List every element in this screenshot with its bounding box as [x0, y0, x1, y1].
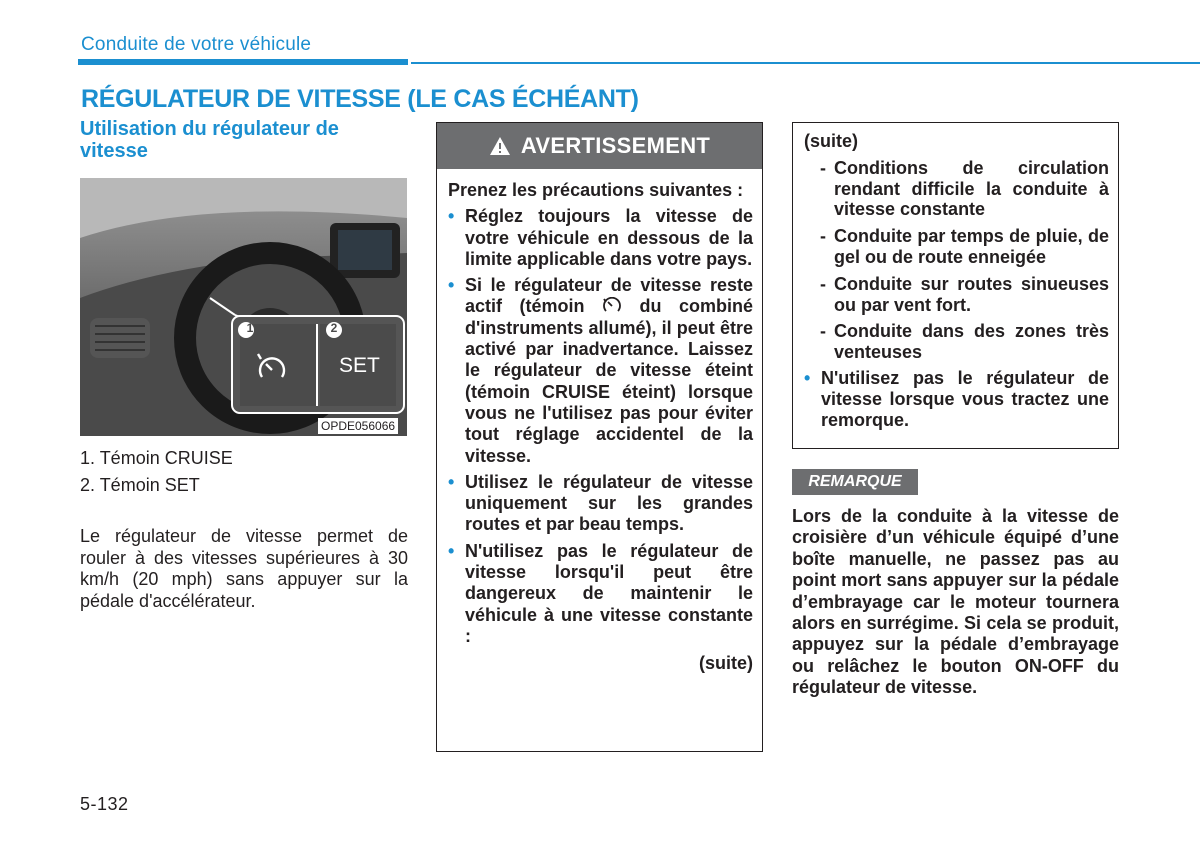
- condition-item: [804, 158, 1109, 220]
- condition-item: [804, 226, 1109, 268]
- warning-bullet: [804, 368, 1109, 430]
- callout-number-2: 2: [330, 321, 338, 335]
- condition-text: Conditions de circulation rendant difficile la conduite à vitesse constante: [834, 157, 1109, 220]
- condition-item: [804, 321, 1109, 363]
- continued-warning-box: [792, 122, 1119, 449]
- warning-intro: Prenez les précautions suivantes :: [448, 180, 744, 200]
- warning-bullet: [448, 541, 753, 647]
- bullet-dot: •: [448, 206, 455, 227]
- bullet-dot: •: [448, 275, 455, 296]
- warning-bullet-text: N'utilisez pas le régulateur de vitesse lorsqu'il peut être dangereux de maintenir le véhicule à une vitesse constante :: [465, 540, 753, 646]
- cruise-indicator-icon: [602, 297, 622, 315]
- warning-body: [448, 180, 753, 675]
- bullet-dot: •: [448, 471, 455, 492]
- dash-marker: -: [820, 321, 826, 342]
- dash-marker: -: [820, 157, 826, 178]
- set-indicator-label: SET: [339, 354, 380, 377]
- continued-marker: (suite): [699, 653, 753, 674]
- warning-triangle-icon: [489, 136, 511, 156]
- caption-set: 2. Témoin SET: [80, 475, 200, 495]
- section-title: RÉGULATEUR DE VITESSE (LE CAS ÉCHÉANT): [81, 85, 639, 113]
- page-number: 5-132: [80, 794, 129, 814]
- warning-bullet: [448, 206, 753, 270]
- subsection-title: Utilisation du régulateur de vitesse: [80, 118, 339, 162]
- warning-bullet-text: Réglez toujours la vitesse de votre véhicule en dessous de la limite applicable dans votre pays.: [465, 206, 753, 269]
- header-accent-bar: [78, 59, 408, 65]
- condition-text: Conduite dans des zones très venteuses: [834, 321, 1109, 363]
- condition-text: Conduite par temps de pluie, de gel ou de route enneigée: [834, 226, 1109, 267]
- continued-body: [804, 131, 1109, 430]
- warning-box: [436, 122, 763, 752]
- dash-marker: -: [820, 226, 826, 247]
- warning-bullet: [448, 472, 753, 536]
- remarque-text: Lors de la conduite à la vitesse de croisière d’un véhicule équipé d’une boîte manuelle, ne passez pas au point mort sans appuyer sur la pédale d’embrayage car le moteur tournera alors en surrégime. Si cela se produit, appuyez sur la pédale d’embrayage ou relâchez le bouton ON-OFF du régulateur de vitesse.: [792, 506, 1119, 698]
- header-rule: [411, 62, 1200, 64]
- dashboard-illustration: [80, 178, 407, 436]
- dashboard-photo: [80, 178, 407, 436]
- condition-item: [804, 274, 1109, 316]
- warning-header: [437, 123, 762, 169]
- figure-captions: [80, 445, 233, 499]
- bullet-dot: •: [804, 367, 811, 388]
- warning-bullet: [448, 275, 753, 467]
- callout-number-1: 1: [246, 321, 254, 335]
- condition-text: Conduite sur routes sinueuses ou par vent fort.: [834, 273, 1109, 315]
- continued-label: (suite): [804, 131, 858, 151]
- caption-cruise: 1. Témoin CRUISE: [80, 448, 233, 468]
- running-header: Conduite de votre véhicule: [81, 34, 312, 55]
- intro-paragraph: Le régulateur de vitesse permet de rouler à des vitesses supérieures à 30 km/h (20 mph) sans appuyer sur la pédale d'accélérateur.: [80, 526, 408, 611]
- figure-code: OPDE056066: [318, 418, 398, 434]
- dash-marker: -: [820, 273, 826, 294]
- warning-bullet-text: Si le régulateur de vitesse reste actif (témoin: [465, 275, 753, 317]
- warning-bullet-text: N'utilisez pas le régulateur de vitesse lorsque vous tractez une remorque.: [821, 367, 1109, 430]
- bullet-dot: •: [448, 540, 455, 561]
- warning-title: AVERTISSEMENT: [520, 133, 711, 158]
- warning-bullet-text: du combiné d'instruments allumé), il peut être activé par inadvertance. Laissez le régulateur de vitesse éteint (témoin CRUISE éteint) lorsque vous ne l'utilisez pas pour éviter tout réglage accidentel de la vitesse.: [465, 296, 753, 466]
- warning-bullet-text: Utilisez le régulateur de vitesse uniquement sur les grandes routes et par beau temps.: [465, 471, 753, 535]
- remarque-tag: REMARQUE: [792, 469, 918, 495]
